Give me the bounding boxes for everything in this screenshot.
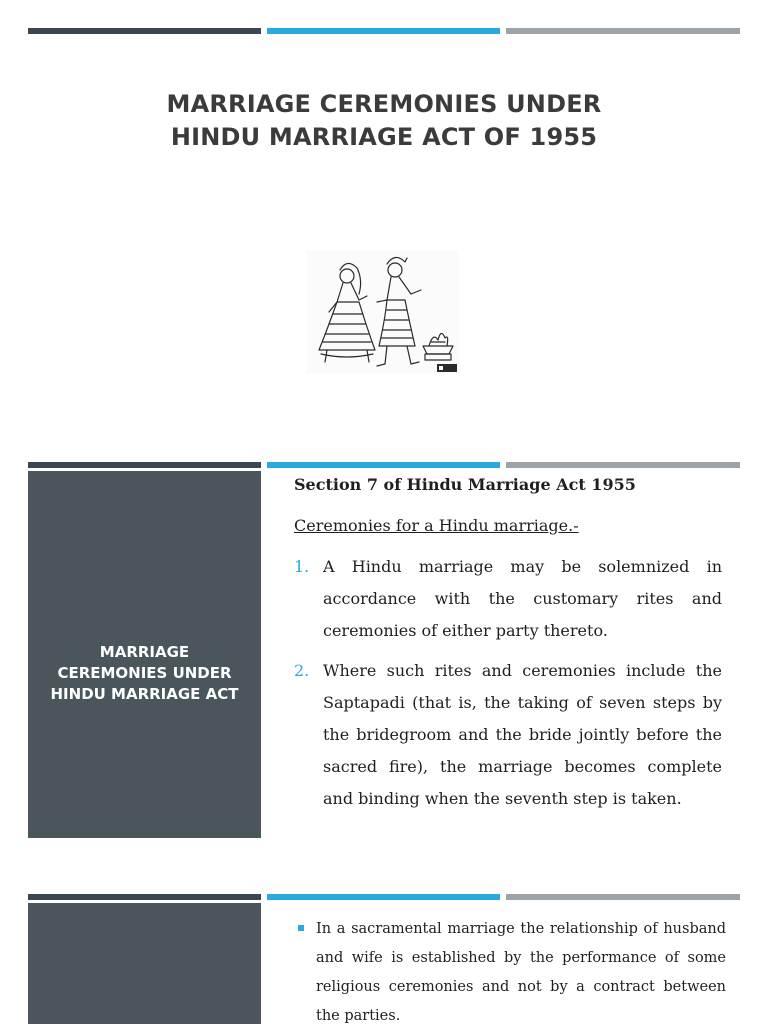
- slide-title-line-1: MARRIAGE CEREMONIES UNDER: [166, 90, 602, 118]
- sub-heading: Ceremonies for a Hindu marriage.-: [294, 516, 579, 535]
- accent-bar-dark: [28, 462, 261, 468]
- item-number: 2.: [294, 661, 310, 680]
- side-title-panel: [28, 903, 261, 1024]
- numbered-item: [294, 551, 722, 647]
- accent-bar-blue: [267, 462, 500, 468]
- accent-bar-dark: [28, 894, 261, 900]
- accent-bar-blue: [267, 28, 500, 34]
- accent-bar-gray: [506, 28, 740, 34]
- item-text: Where such rites and ceremonies include the Saptapadi (that is, the taking of seven steps by the bridegroom and the bride jointly before the sacred fire), the marriage becomes complete and binding when the seventh step is taken.: [323, 661, 722, 808]
- slide-title-line-2: HINDU MARRIAGE ACT OF 1955: [170, 123, 598, 151]
- accent-bar-dark: [28, 28, 261, 34]
- bullet-item: [296, 915, 726, 1031]
- slide2-accent-bars: [28, 462, 740, 468]
- wedding-couple-illustration: [307, 250, 459, 374]
- accent-bar-gray: [506, 894, 740, 900]
- numbered-item: [294, 655, 722, 815]
- item-text: A Hindu marriage may be solemnized in accordance with the customary rites and ceremonies of either party thereto.: [323, 557, 722, 640]
- slide3-accent-bars: [28, 894, 740, 900]
- accent-bar-blue: [267, 894, 500, 900]
- accent-bar-gray: [506, 462, 740, 468]
- side-title-line-1: MARRIAGE: [99, 643, 190, 661]
- top-accent-bars: [28, 28, 740, 34]
- side-panel-title: [28, 642, 261, 705]
- slide2-content: [294, 474, 722, 815]
- side-title-panel: [28, 471, 261, 838]
- item-number: 1.: [294, 557, 310, 576]
- slide-title: [60, 88, 708, 154]
- slide3-content: [296, 915, 726, 1031]
- side-title-line-3: HINDU MARRIAGE ACT: [50, 685, 239, 703]
- side-title-line-2: CEREMONIES UNDER: [57, 664, 232, 682]
- bullet-text: In a sacramental marriage the relationship of husband and wife is established by the performance of some religious ceremonies and not by a contract between the parties.: [316, 921, 726, 1024]
- wedding-couple-drawing: [307, 250, 459, 374]
- square-bullet-icon: [296, 915, 316, 944]
- section-heading: Section 7 of Hindu Marriage Act 1955: [294, 475, 636, 494]
